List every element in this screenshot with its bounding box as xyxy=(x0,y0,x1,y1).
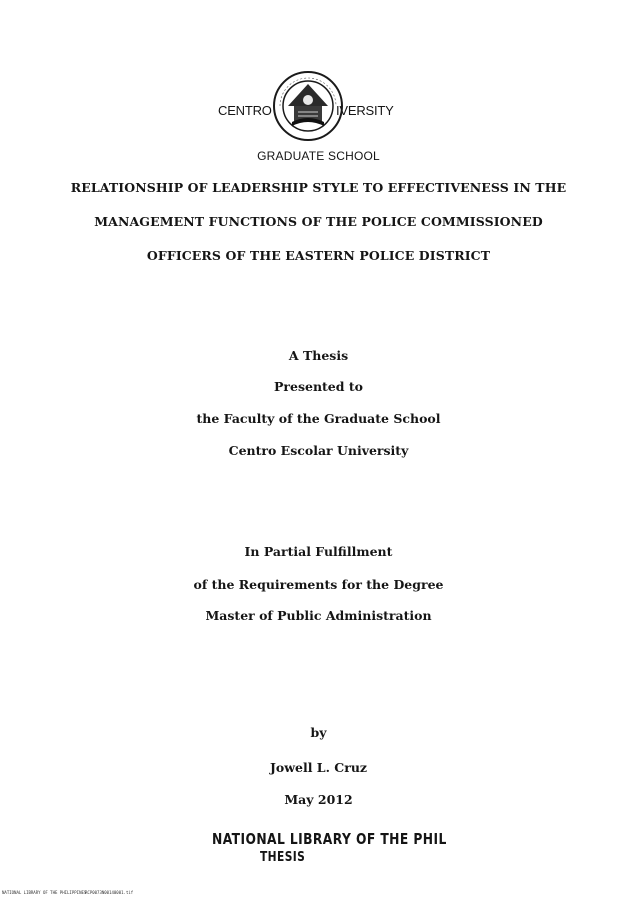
degree-line: Master of Public Administration xyxy=(205,608,432,623)
university-seal-icon xyxy=(272,70,344,142)
presented-to: Presented to xyxy=(274,379,363,394)
author-name: Jowell L. Cruz xyxy=(269,760,368,775)
scan-footer-left: NATIONAL LIBRARY OF THE PHILIPPINES xyxy=(2,890,87,895)
scan-footer-right: RCP0073N00140001.tif xyxy=(85,890,134,895)
requirements-line: of the Requirements for the Degree xyxy=(193,577,444,592)
graduate-school-label: GRADUATE SCHOOL xyxy=(257,149,380,163)
title-line-3: OFFICERS OF THE EASTERN POLICE DISTRICT xyxy=(146,248,491,263)
title-line-1: RELATIONSHIP OF LEADERSHIP STYLE TO EFFECTIVENESS IN THE xyxy=(70,180,567,195)
university-name-right: IVERSITY xyxy=(336,103,394,118)
title-line-2: MANAGEMENT FUNCTIONS OF THE POLICE COMMISSIONED xyxy=(94,214,543,229)
thesis-label: A Thesis xyxy=(288,348,349,363)
university-header xyxy=(0,70,637,150)
university-line: Centro Escolar University xyxy=(228,443,409,458)
partial-fulfillment: In Partial Fulfillment xyxy=(244,544,393,559)
library-stamp xyxy=(0,830,637,878)
university-name-left: CENTRO xyxy=(218,103,272,118)
by-label: by xyxy=(310,725,327,740)
library-stamp-line-2: THESIS xyxy=(260,850,306,865)
faculty-line: the Faculty of the Graduate School xyxy=(196,411,441,426)
library-stamp-line-1: NATIONAL LIBRARY OF THE PHIL xyxy=(212,830,447,848)
submission-date: May 2012 xyxy=(284,792,353,807)
